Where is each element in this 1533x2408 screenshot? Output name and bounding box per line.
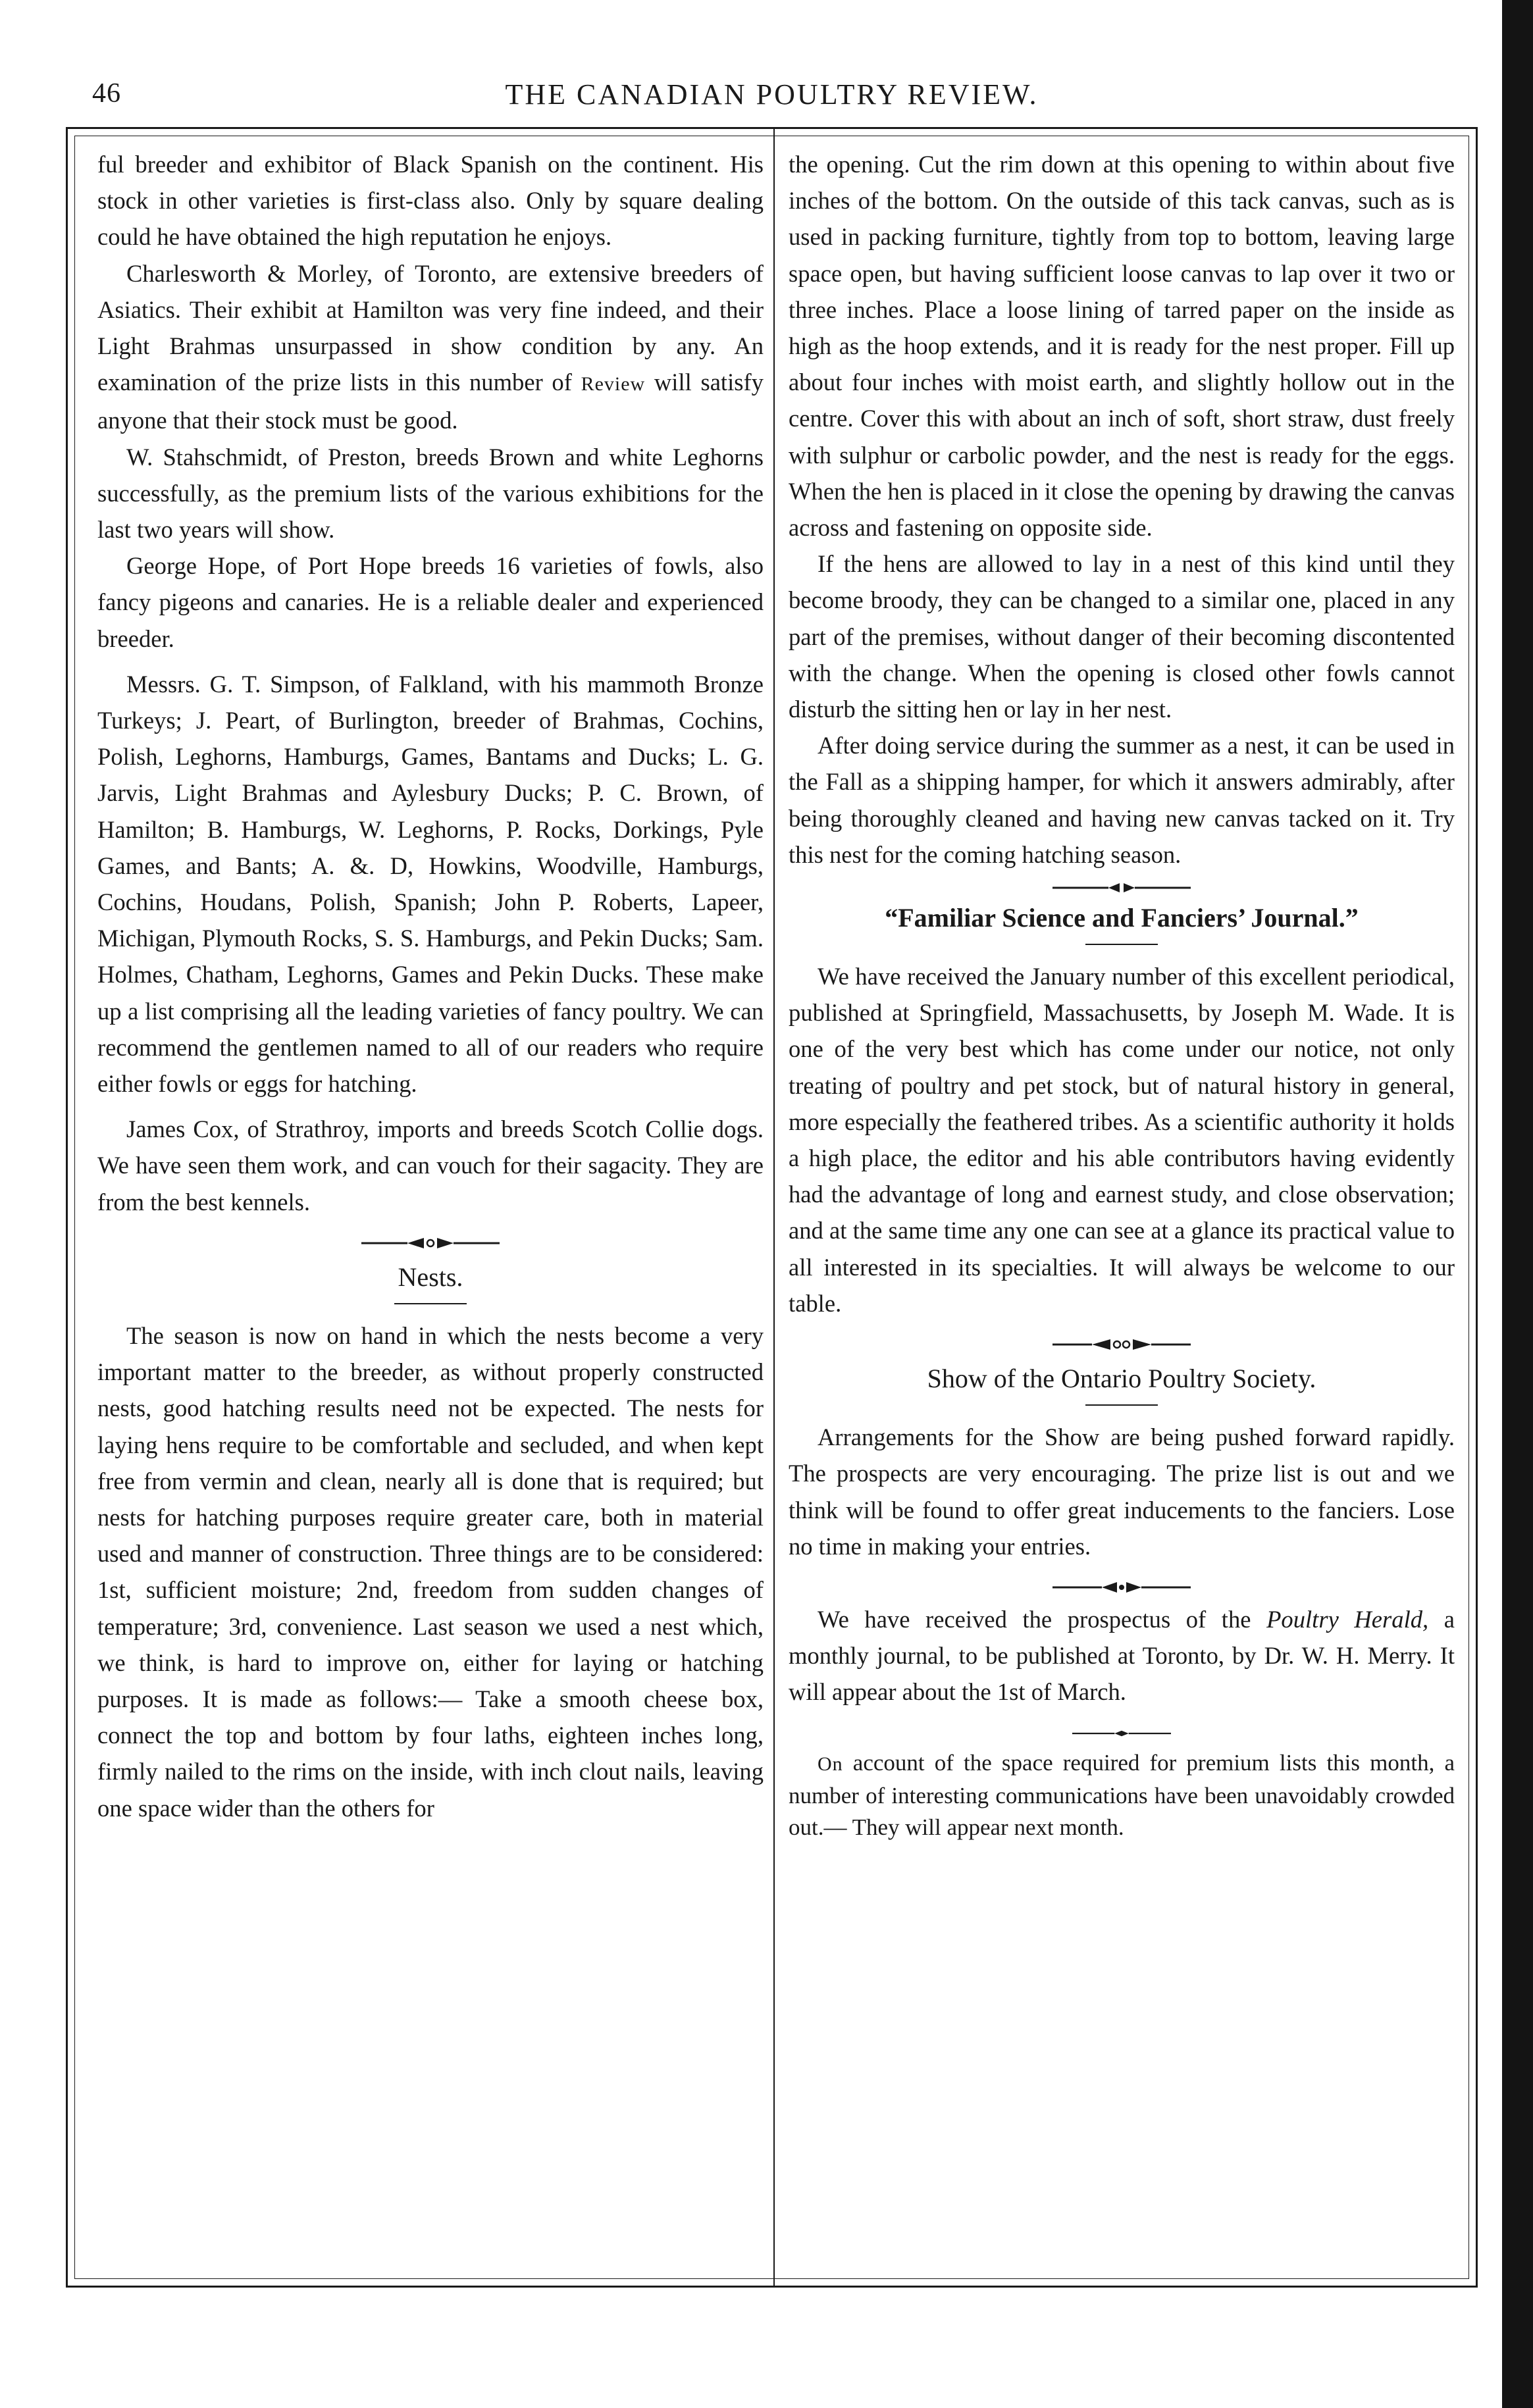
paragraph-charlesworth: Charlesworth & Morley, of Toronto, are extensive breeders of Asiatics. Their exhibit at Hamilton was very fine indeed, and their Light Brahmas unsurpassed in show condition by any. An examination of the prize lists in this number of Review will satisfy anyone that their stock must be good.	[97, 259, 764, 434]
paragraph-george-hope: George Hope, of Port Hope breeds 16 varieties of fowls, also fancy pigeons and canaries. He is a reliable dealer and experienced breeder.	[97, 552, 764, 652]
paragraph-journal-review: We have received the January number of this excellent periodical, published at Springfield, Massachusetts, by Joseph M. Wade. It is one of the very best which has come under our notice, not only treating of poultry and pet stock, but of natural history in general, more especially the feathered tribes. As a scientific authority it holds a high place, the editor and his able contributors having evidently had the advantage of long and earnest study, and close observation; and at the same time any one can see at a glance its practical value to all interested in its specialties. It will always be welcome to our table.	[789, 963, 1455, 1317]
heading-rule	[1085, 944, 1158, 945]
paragraph-james-cox: James Cox, of Strathroy, imports and breeds Scotch Collie dogs. We have seen them work, and can vouch for their sagacity. They are from the best kennels.	[97, 1115, 764, 1216]
right-column	[789, 146, 1455, 1843]
column-divider	[773, 129, 775, 2286]
paragraph-nests: The season is now on hand in which the nests become a very important matter to the breeder, as without properly constructed nests, good hatching results need not be expected. The nests for laying hens require to be comfortable and secluded, and when kept free from vermin and clean, nearly all is done that is required; but nests for hatching purposes require greater care, both in material used and manner of construction. Three things are to be considered: 1st, sufficient moisture; 2nd, freedom from sudden changes of temperature; 3rd, convenience. Last season we used a nest which, we think, is hard to improve on, either for laying or hatching purposes. It is made as follows:— Take a smooth cheese box, connect the top and bottom by four laths, eighteen inches long, firmly nailed to the rims on the inside, with inch clout nails, leaving one space wider than the others for	[97, 1321, 764, 1822]
paragraph-show-arrangements: Arrangements for the Show are being pushed forward rapidly. The prospects are very encouraging. The prize list is out and we think will be found to offer great inducements to the fanciers. Lose no time in making your entries.	[789, 1423, 1455, 1560]
ornament-divider	[1052, 878, 1191, 898]
heading-rule	[1085, 1404, 1158, 1406]
paragraph-crowded-out: On account of the space required for premium lists this month, a number of interesting communications have been unavoidably crowded out.— They will appear next month.	[789, 1749, 1455, 1840]
ornament-divider	[1052, 1335, 1191, 1354]
on-small-caps: On	[818, 1753, 843, 1775]
page-header	[66, 78, 1478, 124]
running-title: THE CANADIAN POULTRY REVIEW.	[505, 78, 1039, 111]
show-heading: Show of the Ontario Poultry Society.	[927, 1364, 1316, 1394]
paragraph-shipping-hamper: After doing service during the summer as a nest, it can be used in the Fall as a shipping hamper, for which it answers admirably, after being thoroughly cleaned and having new canvas tacked on it. Try this nest for the coming hatching season.	[789, 732, 1455, 868]
left-column	[97, 146, 764, 1826]
scan-edge-bar	[1502, 0, 1533, 2408]
paragraph-black-spanish: ful breeder and exhibitor of Black Spanish on the continent. His stock in other varieties is first-class also. Only by square dealing could he have obtained the high reputation he enjoys.	[97, 151, 764, 251]
journal-heading: “Familiar Science and Fanciers’ Journal.”	[885, 903, 1359, 933]
ornament-divider	[361, 1233, 500, 1253]
heading-rule	[394, 1303, 467, 1304]
paragraph-poultry-herald: We have received the prospectus of the Poultry Herald, a monthly journal, to be published at Toronto, by Dr. W. H. Merry. It will appear about the 1st of March.	[789, 1605, 1455, 1706]
page-number: 46	[92, 78, 121, 109]
nests-heading: Nests.	[398, 1262, 463, 1292]
paragraph-stahschmidt: W. Stahschmidt, of Preston, breeds Brown and white Leghorns successfully, as the premium lists of the various exhibitions for the last two years will show.	[97, 443, 764, 544]
review-small-caps: Review	[581, 373, 646, 396]
poultry-herald-title: Poultry Herald,	[1266, 1605, 1429, 1633]
ornament-divider	[1052, 1577, 1191, 1597]
ornament-divider	[1072, 1724, 1171, 1743]
paragraph-broody-hens: If the hens are allowed to lay in a nest of this kind until they become broody, they can be changed to a similar one, placed in any part of the premises, without danger of their becoming discontented with the change. When the opening is closed other fowls cannot disturb the sitting hen or lay in her nest.	[789, 550, 1455, 723]
paragraph-nest-construction: the opening. Cut the rim down at this opening to within about five inches of the bottom. On the outside of this tack canvas, such as is used in packing furniture, tightly from top to bottom, leaving large space open, but having sufficient loose canvas to lap over it two or three inches. Place a loose lining of tarred paper on the inside as high as the hoop extends, and it is ready for the nest proper. Fill up about four inches with moist earth, and slightly hollow out in the centre. Cover this with about an inch of soft, short straw, dust freely with sulphur or carbolic powder, and the nest is ready for the eggs. When the hen is placed in it close the opening by drawing the canvas across and fastening on opposite side.	[789, 151, 1455, 542]
paragraph-simpson-list: Messrs. G. T. Simpson, of Falkland, with his mammoth Bronze Turkeys; J. Peart, of Burlington, breeder of Brahmas, Cochins, Polish, Leghorns, Hamburgs, Games, Bantams and Ducks; L. G. Jarvis, Light Brahmas and Aylesbury Ducks; P. C. Brown, of Hamilton; B. Hamburgs, W. Leghorns, P. Rocks, Dorkings, Pyle Games, and Bants; A. &. D, Howkins, Woodville, Hamburgs, Cochins, Houdans, Polish, Spanish; John P. Roberts, Lapeer, Michigan, Plymouth Rocks, S. S. Hamburgs, and Pekin Ducks; Sam. Holmes, Chatham, Leghorns, Games and Pekin Ducks. These make up a list comprising all the leading varieties of fancy poultry. We can recommend the gentlemen named to all of our readers who require either fowls or eggs for hatching.	[97, 670, 764, 1098]
